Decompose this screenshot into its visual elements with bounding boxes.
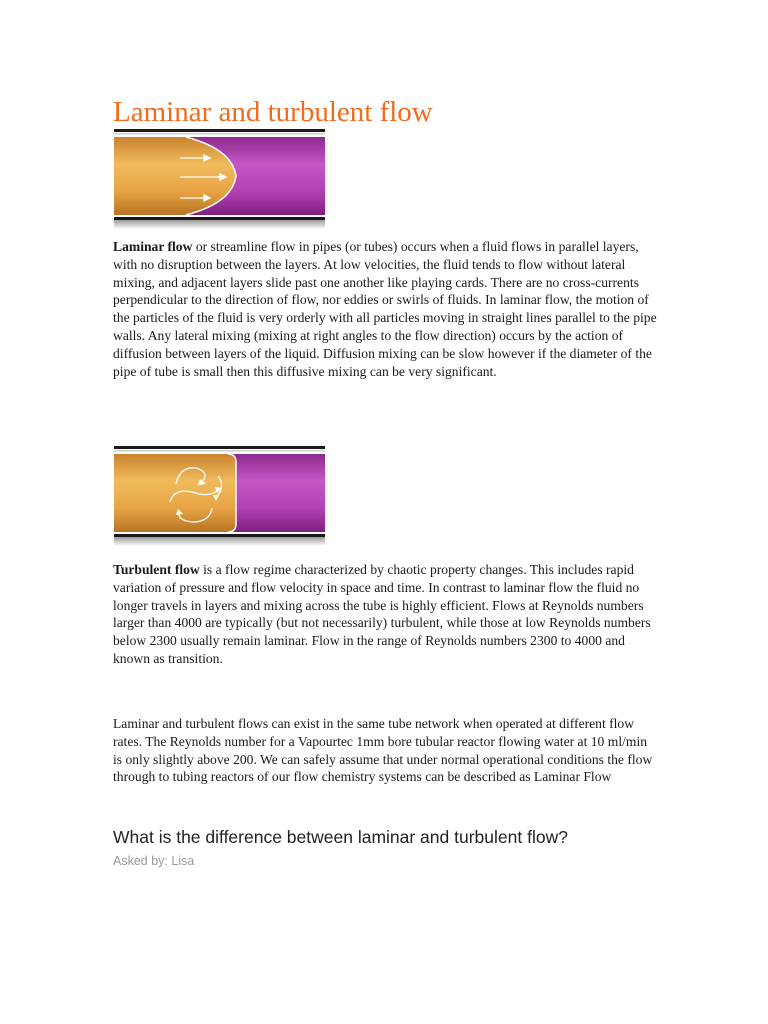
turbulent-paragraph xyxy=(113,561,658,668)
pipe-wall-bottom xyxy=(114,217,325,220)
orange-fluid-front xyxy=(114,454,236,532)
question-heading: What is the difference between laminar and turbulent flow? xyxy=(113,827,568,847)
laminar-body: or streamline flow in pipes (or tubes) occurs when a fluid flows in parallel layers, with no disruption between the layers. At low velocities, the fluid tends to flow without lateral mixing, and adjacent layers slide past one another like playing cards. There are no cross-currents perpendicular to the direction of flow, nor eddies or swirls of fluids. In laminar flow, the motion of the particles of the fluid is very orderly with all particles moving in straight lines parallel to the pipe walls. Any lateral mixing (mixing at right angles to the flow direction) occurs by the action of diffusion between layers of the liquid. Diffusion mixing can be slow however if the diameter of the pipe of tube is small then this diffusive mixing can be very significant. xyxy=(113,239,657,379)
pipe-wall-top xyxy=(114,129,325,132)
turbulent-pipe-svg xyxy=(114,446,326,550)
summary-paragraph: Laminar and turbulent flows can exist in the same tube network when operated at different flow rates. The Reynolds number for a Vapourtec 1mm bore tubular reactor flowing water at 10 ml/min is only slightly above 200. We can safely assume that under normal operational conditions the flow through to tubing reactors of our flow chemistry systems can be described as Laminar Flow xyxy=(113,716,653,785)
laminar-flow-diagram xyxy=(114,129,326,233)
laminar-pipe-svg xyxy=(114,129,326,233)
asked-by-label: Asked by: Lisa xyxy=(113,854,195,868)
pipe-wall-top xyxy=(114,446,325,449)
turbulent-body: is a flow regime characterized by chaotic property changes. This includes rapid variation of pressure and flow velocity in space and time. In contrast to laminar flow the fluid no longer travels in layers and mixing across the tube is highly efficient. Flows at Reynolds numbers larger than 4000 are typically (but not necessarily) turbulent, while those at low Reynolds numbers below 2300 usually remain laminar. Flow in the range of Reynolds numbers 2300 to 4000 and known as transition. xyxy=(113,562,651,666)
page-title: Laminar and turbulent flow xyxy=(113,96,433,128)
turbulent-lead: Turbulent flow xyxy=(113,562,200,577)
laminar-paragraph xyxy=(113,238,658,380)
laminar-lead: Laminar flow xyxy=(113,239,193,254)
turbulent-flow-diagram xyxy=(114,446,326,550)
pipe-wall-bottom xyxy=(114,534,325,537)
